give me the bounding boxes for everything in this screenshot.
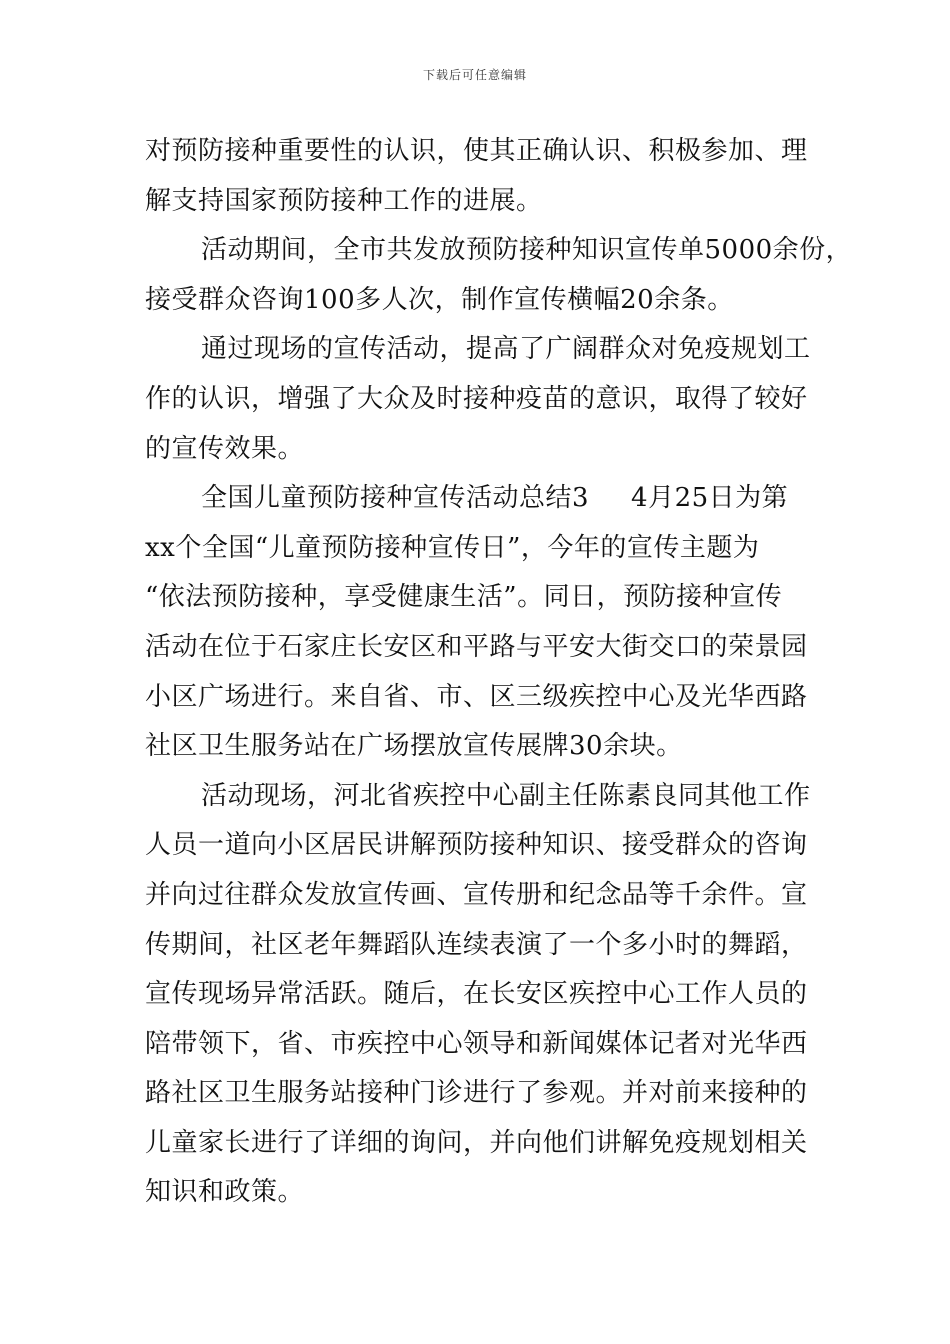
text-line: 儿童家长进行了详细的询问，并向他们讲解免疫规划相关	[145, 1127, 808, 1158]
text-line: 社区卫生服务站在广场摆放宣传展牌30余块。	[145, 731, 683, 762]
text-line: 作的认识，增强了大众及时接种疫苗的意识，取得了较好	[145, 383, 808, 414]
text-line: 并向过往群众发放宣传画、宣传册和纪念品等千余件。宣	[145, 879, 808, 910]
text-line: 解支持国家预防接种工作的进展。	[145, 185, 543, 216]
text-line: 宣传现场异常活跃。随后，在长安区疾控中心工作人员的	[145, 979, 808, 1010]
text-line: 活动在位于石家庄长安区和平路与平安大街交口的荣景园	[145, 631, 808, 662]
text-line: 活动现场，河北省疾控中心副主任陈素良同其他工作	[201, 780, 811, 811]
document-body	[145, 127, 853, 1218]
text-line: “依法预防接种，享受健康生活”。同日，预防接种宣传	[145, 582, 783, 613]
text-line: 小区广场进行。来自省、市、区三级疾控中心及光华西路	[145, 681, 808, 712]
text-line: 陪带领下，省、市疾控中心领导和新闻媒体记者对光华西	[145, 1028, 808, 1059]
text-line: 人员一道向小区居民讲解预防接种知识、接受群众的咨询	[145, 830, 808, 861]
text-line: 接受群众咨询100多人次，制作宣传横幅20余条。	[145, 284, 734, 315]
text-line: 的宣传效果。	[145, 433, 305, 464]
section-title: 全国儿童预防接种宣传活动总结3	[201, 483, 590, 514]
text-line: 传期间，社区老年舞蹈队连续表演了一个多小时的舞蹈，	[145, 929, 808, 960]
text-line: 对预防接种重要性的认识，使其正确认识、积极参加、理	[145, 136, 808, 166]
text-line: 知识和政策。	[145, 1177, 305, 1208]
text-line: 通过现场的宣传活动，提高了广阔群众对免疫规划工	[201, 334, 811, 365]
text-line: 路社区卫生服务站接种门诊进行了参观。并对前来接种的	[145, 1078, 808, 1109]
text-line: xx个全国“儿童预防接种宣传日”，今年的宣传主题为	[145, 532, 760, 563]
date-text: 4月25日为第	[631, 483, 789, 514]
header-note: 下载后可任意编辑	[422, 68, 527, 82]
heading-line	[145, 474, 813, 524]
text-line: 活动期间，全市共发放预防接种知识宣传单5000余份，	[201, 235, 853, 266]
